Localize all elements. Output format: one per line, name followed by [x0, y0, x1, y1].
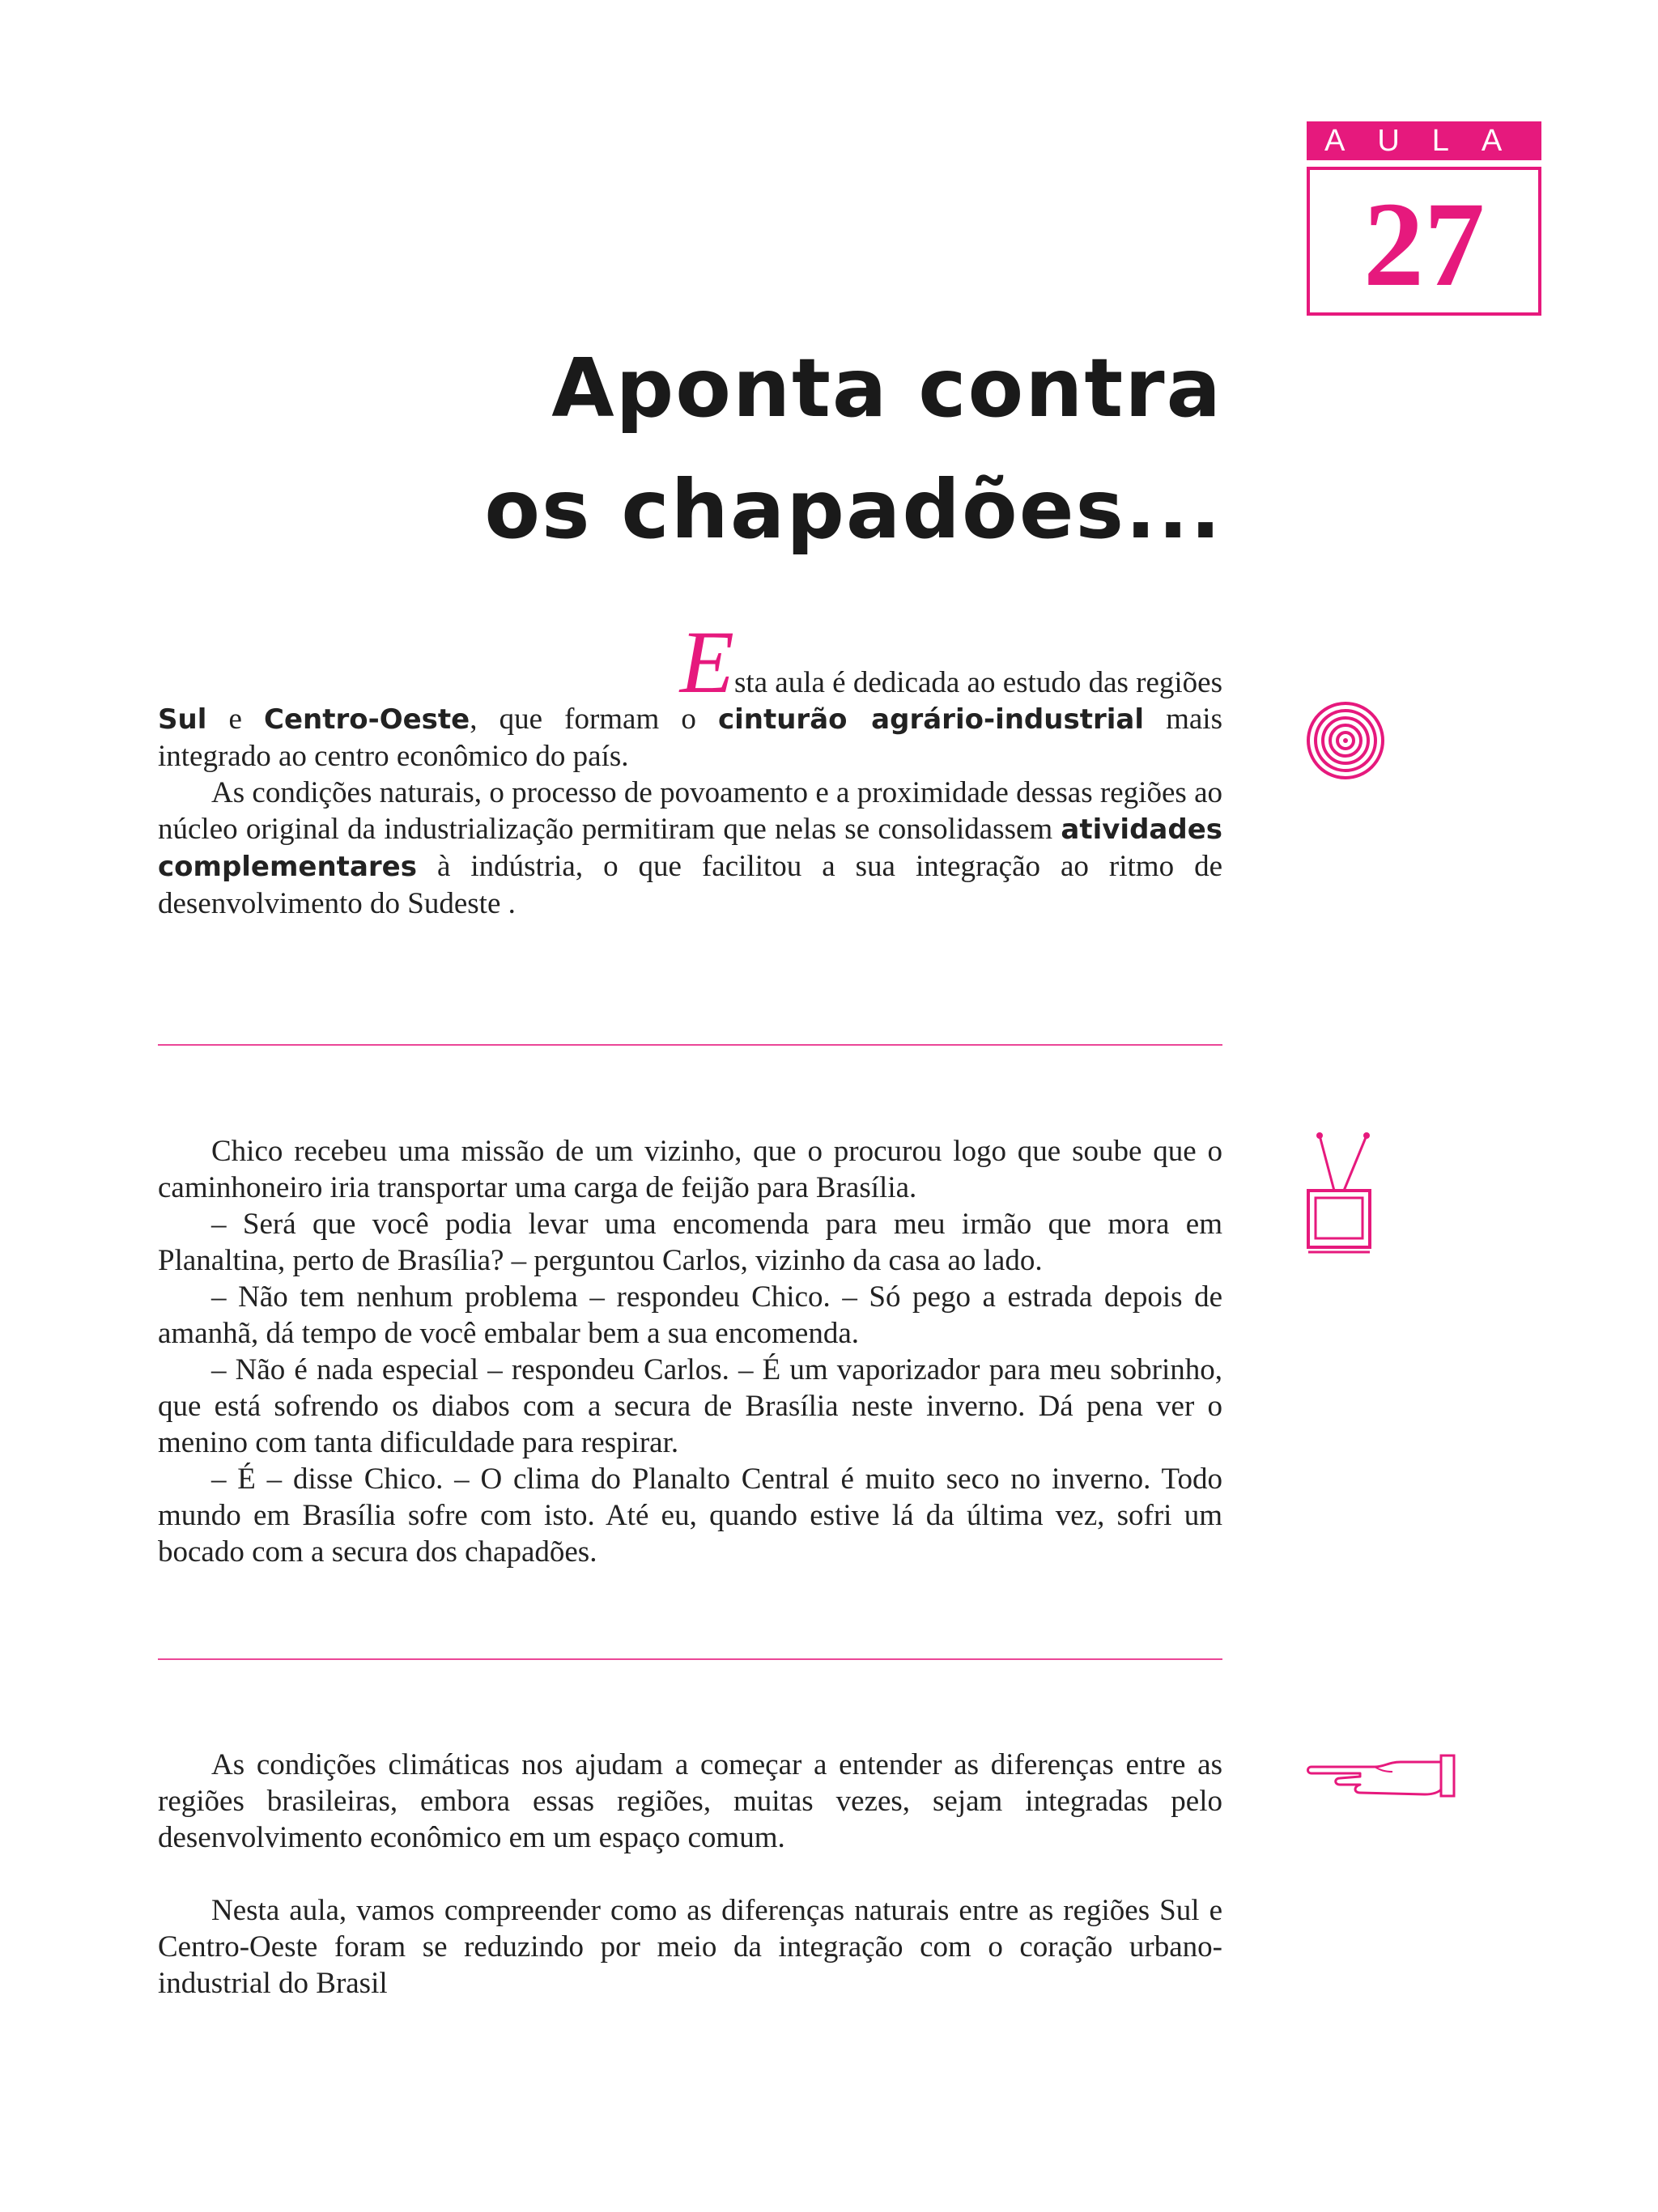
section-divider-2 [158, 1658, 1222, 1660]
television-icon [1302, 1129, 1375, 1259]
term-sul: Sul [158, 703, 207, 736]
story-paragraph: Chico recebeu uma missão de um vizinho, que o procurou logo que soube que o caminhoneiro iria transportar uma carga de feijão para Brasília. [158, 1135, 1222, 1204]
lesson-badge [1307, 121, 1541, 316]
intro-paragraph-1 [158, 613, 1222, 775]
story-paragraph: – Não tem nenhum problema – respondeu Chico. – Só pego a estrada depois de amanhã, dá tempo de você embalar bem a sua encomenda. [158, 1280, 1222, 1350]
title-line-1: Aponta contra [551, 341, 1222, 435]
intro-p1-end: mais integrado ao centro econômico do país. [158, 703, 1222, 773]
story-paragraph: – Não é nada especial – respondeu Carlos. – É um vaporizador para meu sobrinho, que está sofrendo os diabos com a secura de Brasília neste inverno. Dá pena ver o menino com tanta dificuldade para respirar. [158, 1353, 1222, 1459]
intro-section [158, 613, 1222, 922]
story-paragraph: – Será que você podia levar uma encomenda para meu irmão que mora em Planaltina, perto de Brasília? – perguntou Carlos, vizinho da casa ao lado. [158, 1208, 1222, 1277]
target-icon [1305, 700, 1386, 781]
lesson-number: 27 [1307, 167, 1541, 316]
pointing-hand-icon [1303, 1752, 1465, 1801]
intro-p2-end: à indústria, o que facilitou a sua integração ao ritmo de desenvolvimento do Sudeste . [158, 850, 1222, 920]
page-title [405, 328, 1222, 571]
closing-paragraph: As condições climáticas nos ajudam a começar a entender as diferenças entre as regiões brasileiras, embora essas regiões, muitas vezes, sejam integradas pelo desenvolvimento econômico em um espaço comum. [158, 1748, 1222, 1854]
intro-p1-and: e [206, 703, 264, 736]
term-cinturao: cinturão agrário-industrial [717, 703, 1144, 736]
term-atividades: atividades complementares [158, 813, 1222, 883]
story-paragraph: – É – disse Chico. – O clima do Planalto Central é muito seco no inverno. Todo mundo em Brasília sofre com isto. Até eu, quando estive lá da última vez, sofri um bocado com a secura dos chapadões. [158, 1463, 1222, 1569]
lesson-badge-label: AULA [1307, 121, 1541, 160]
intro-paragraph-2 [158, 775, 1222, 922]
story-section [158, 1133, 1222, 1570]
closing-paragraph: Nesta aula, vamos compreender como as diferenças naturais entre as regiões Sul e Centro-Oeste foram se reduzindo por meio da integração com o coração urbano-industrial do Brasil [158, 1894, 1222, 2000]
intro-p2-start: As condições naturais, o processo de povoamento e a proximidade dessas regiões ao núcleo original da industrialização permitiram que nelas se consolidassem [158, 776, 1222, 846]
term-centro-oeste: Centro-Oeste [264, 703, 470, 736]
section-divider-1 [158, 1044, 1222, 1046]
intro-p1-start: sta aula é dedicada ao estudo das regiões [733, 666, 1222, 699]
intro-p1-mid: , que formam o [470, 703, 718, 736]
title-line-2: os chapadões... [484, 462, 1222, 557]
dropcap-letter: E [679, 613, 734, 711]
closing-section [158, 1747, 1222, 2002]
